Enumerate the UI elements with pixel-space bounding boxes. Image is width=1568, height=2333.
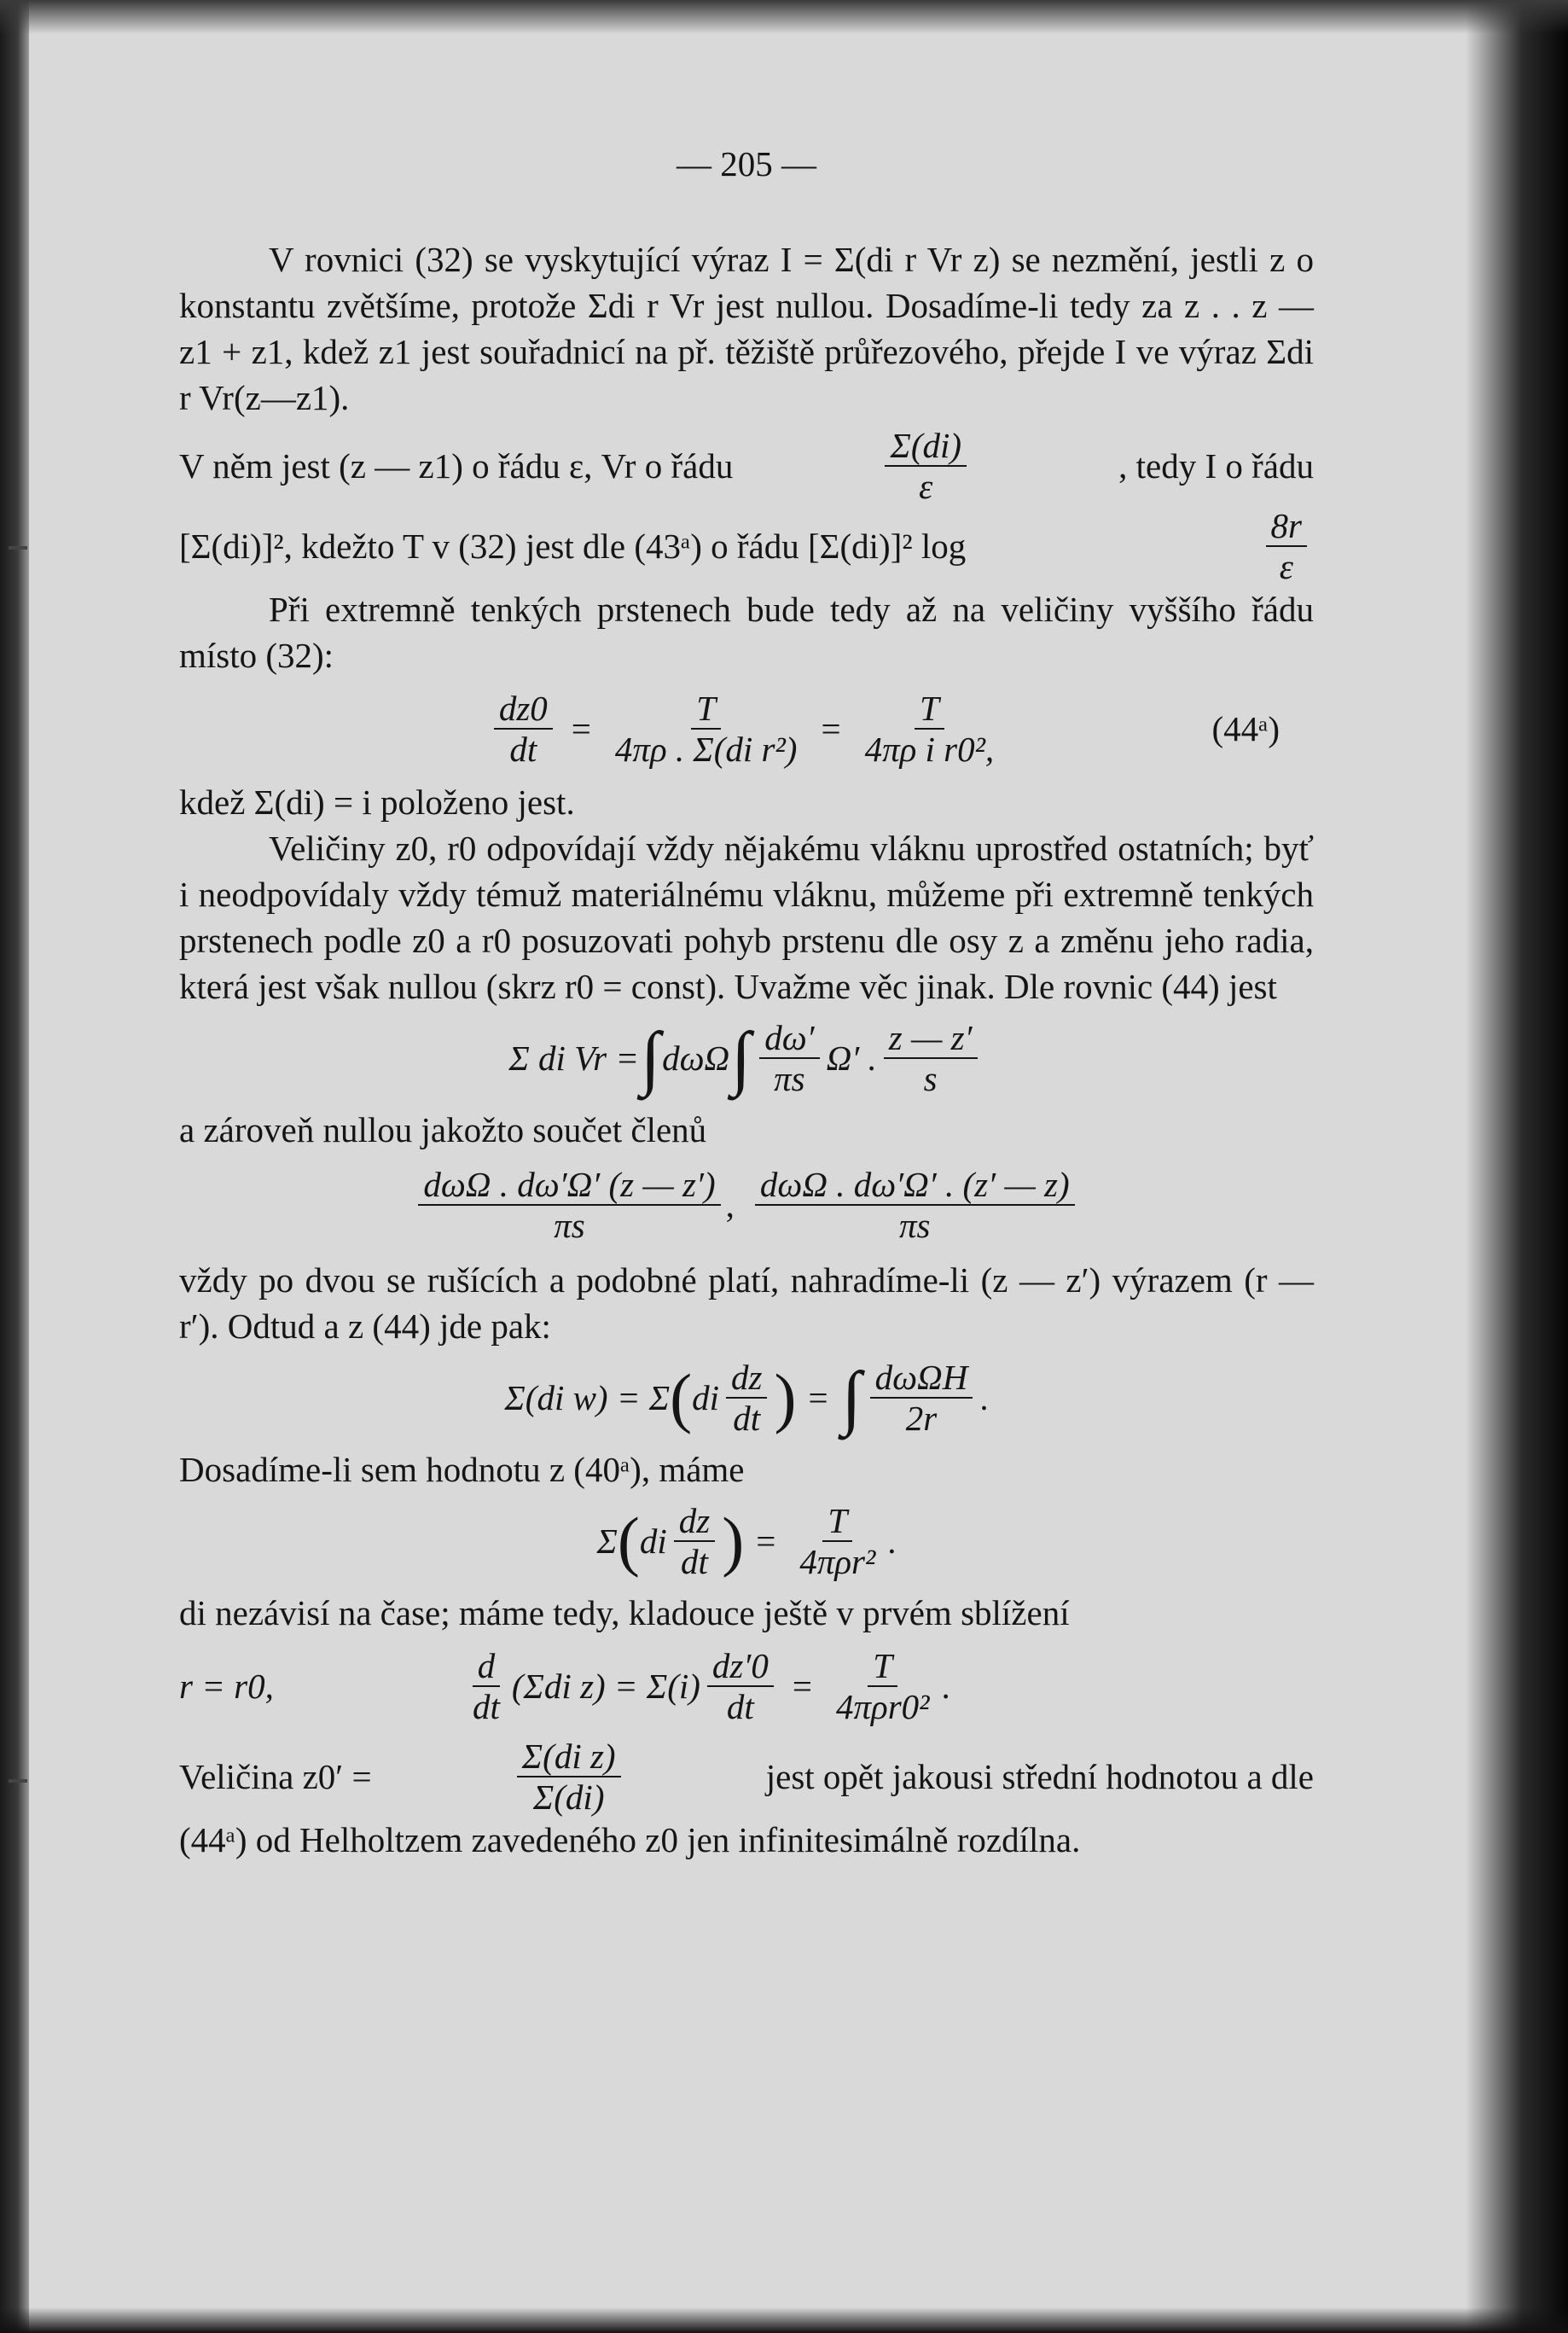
middle-denominator: 4πρ . Σ(di r²) bbox=[614, 730, 798, 769]
fraction-numerator: d bbox=[473, 1646, 501, 1687]
fraction-denominator: ε bbox=[919, 467, 933, 506]
equation-terms: $\frac{\text{dωΩ . dω′Ω′ (z — z′)}}{\pi s}$ , $\frac{\text{dωΩ . dω′Ω′ . (z′ — z)}}{\pi s}$ bbox=[179, 1165, 1314, 1245]
fraction-denominator: dt bbox=[726, 1687, 754, 1726]
lhs-numerator: dz0 bbox=[494, 689, 553, 730]
paragraph-6: Veličiny z0, r0 odpovídají vždy nějakému vláknu uprostřed ostatních; byť i neodpovídaly vždy témuž materiálnému vláknu, můžeme při extremně tenkých prstenech podle z0 a r0 posuzovati pohyb prstenu dle osy z a změnu jeho radia, která jest však nullou (skrz r0 = const). Uvažme věc jinak. Dle rovnic (44) jest bbox=[179, 829, 1314, 1006]
log-fraction bbox=[1266, 506, 1307, 586]
term-b bbox=[755, 1165, 1075, 1245]
equation-term: (Σdi z) = Σ(i) bbox=[511, 1667, 700, 1706]
margin-mark bbox=[9, 1779, 27, 1783]
paragraph-8: vždy po dvou se rušících a podobné platí, nahradíme-li (z — z′) výrazem (r — r′). Odtud a z (44) jde pak: bbox=[179, 1260, 1314, 1346]
paragraph-4: Při extremně tenkých prstenech bude tedy až na veličiny vyššího řádu místo (32): bbox=[179, 590, 1314, 675]
equation-term: Ω′ . bbox=[826, 1039, 877, 1078]
fraction-numerator: dz bbox=[726, 1358, 767, 1399]
equation-fraction bbox=[707, 1646, 774, 1726]
fraction-denominator: dt bbox=[473, 1687, 500, 1726]
equation-44a: $\frac{dz0}{dt}$ = $\frac{T}{\text{4πρ . Σ(di r²)}}$ = $\frac{T}{\text{4πρ i r0²,}}$ (44ᵃ) bbox=[179, 689, 1314, 769]
paragraph-12: (44ᵃ) od Helholtzem zavedeného z0 jen infinitesimálně rozdílna. bbox=[179, 1820, 1081, 1859]
equation-w: Σ(di w) = Σ ( di $\frac{dz}{dt}$ ) = ∫ $\frac{\text{dωΩH}}{2r}$ . bbox=[504, 1358, 989, 1438]
lhs-denominator: dt bbox=[509, 730, 537, 769]
paragraph-11-start: Veličina z0′ = bbox=[179, 1757, 372, 1796]
order-fraction bbox=[885, 426, 967, 506]
fraction-numerator: Σ(di z) bbox=[517, 1737, 621, 1777]
term-b-denominator: πs bbox=[899, 1206, 931, 1245]
equation-lhs: Σ(di w) = Σ bbox=[504, 1378, 671, 1417]
equation-lhs bbox=[494, 689, 553, 769]
scan-edge-top bbox=[0, 0, 1568, 34]
scan-edge-right bbox=[1466, 0, 1568, 2333]
fraction-numerator: Σ(di) bbox=[885, 426, 967, 467]
equation-term: di bbox=[692, 1378, 720, 1417]
term-a-denominator: πs bbox=[554, 1206, 585, 1245]
equation-fraction bbox=[870, 1358, 973, 1438]
paragraph-9: Dosadíme-li sem hodnotu z (40ᵃ), máme bbox=[179, 1450, 745, 1489]
derivative-operator bbox=[467, 1646, 505, 1726]
integral-sign: ∫ bbox=[641, 1018, 661, 1097]
equation-label: (44ᵃ) bbox=[1211, 709, 1280, 748]
equation-sum-vr bbox=[179, 1018, 1314, 1098]
fraction-numerator: z — z′ bbox=[884, 1018, 978, 1059]
rhs-numerator: T bbox=[915, 689, 944, 730]
fraction-denominator: 4πρr0² bbox=[835, 1687, 930, 1726]
fraction-numerator: dω′ bbox=[759, 1018, 819, 1059]
equation-fraction bbox=[674, 1501, 715, 1581]
equation-lhs: Σ bbox=[596, 1521, 618, 1561]
equation-term: di bbox=[639, 1521, 667, 1561]
integral-sign: ∫ bbox=[731, 1018, 752, 1097]
paragraph-11 bbox=[179, 1737, 1314, 1817]
page-number: — 205 — bbox=[677, 144, 816, 183]
equation-fraction bbox=[831, 1646, 934, 1726]
equation-middle bbox=[610, 689, 803, 769]
fraction-numerator: dz bbox=[674, 1501, 715, 1542]
mean-fraction bbox=[517, 1737, 621, 1817]
equation-fraction bbox=[759, 1018, 819, 1098]
scan-edge-bottom bbox=[0, 2307, 1568, 2333]
middle-numerator: T bbox=[691, 689, 721, 730]
rhs-denominator: 4πρ i r0², bbox=[864, 730, 995, 769]
equation-rhs bbox=[860, 689, 1000, 769]
equation-lhs: Σ di Vr = bbox=[508, 1039, 640, 1078]
paragraph-1: V rovnici (32) se vyskytující výraz I = Σ(di r Vr z) se nezmění, jestli z o konstantu zvětšíme, protože Σdi r Vr jest nullou. Dosadíme-li tedy za z . . z — z1 + z1, kdež z1 jest souřadnicí na př. těžiště průřezového, přejde I ve výraz Σdi r Vr(z—z1). bbox=[179, 240, 1314, 417]
fraction-numerator: dωΩH bbox=[870, 1358, 973, 1399]
term-a-numerator: dωΩ . dω′Ω′ (z — z′) bbox=[418, 1165, 720, 1206]
equation-condition: r = r0, bbox=[179, 1667, 274, 1706]
paragraph-2 bbox=[179, 426, 1314, 506]
fraction-numerator: T bbox=[868, 1646, 897, 1687]
equation-fraction bbox=[726, 1358, 767, 1438]
margin-mark bbox=[9, 546, 27, 550]
equation-fraction bbox=[794, 1501, 880, 1581]
fraction-denominator: Σ(di) bbox=[532, 1777, 605, 1817]
fraction-denominator: s bbox=[923, 1059, 938, 1098]
fraction-denominator: 4πρr² bbox=[799, 1542, 876, 1581]
integrand: dωΩ bbox=[662, 1039, 730, 1078]
fraction-numerator: 8r bbox=[1266, 506, 1307, 547]
fraction-numerator: dz′0 bbox=[707, 1646, 774, 1687]
term-a bbox=[418, 1165, 720, 1245]
fraction-denominator: dt bbox=[681, 1542, 708, 1581]
equation-fraction bbox=[884, 1018, 978, 1098]
integral-sign: ∫ bbox=[841, 1358, 862, 1437]
equation-final: r = r0, $\frac{d}{dt}$ (Σdi z) = Σ(i) $\frac{dz'0}{dt}$ = $\frac{T}{\text{4πρr0²}}$ . bbox=[179, 1646, 950, 1726]
paragraph-5: kdež Σ(di) = i položeno jest. bbox=[179, 783, 575, 822]
term-b-numerator: dωΩ . dω′Ω′ . (z′ — z) bbox=[755, 1165, 1075, 1206]
fraction-denominator: πs bbox=[774, 1059, 805, 1098]
equation-40a: Σ ( di $\frac{dz}{dt}$ ) = $\frac{T}{\text{4πρr²}}$ . bbox=[596, 1501, 897, 1581]
scan-edge-left bbox=[0, 0, 29, 2333]
paragraph-2-start: V něm jest (z — z1) o řádu ε, Vr o řádu bbox=[179, 446, 734, 486]
page-content bbox=[179, 141, 1314, 1863]
paragraph-7: a zároveň nullou jakožto součet členů bbox=[179, 1110, 707, 1149]
paragraph-2-end: , tedy I o řádu bbox=[1118, 446, 1314, 486]
fraction-denominator: dt bbox=[733, 1399, 761, 1438]
paragraph-3-start: [Σ(di)]², kdežto T v (32) jest dle (43ᵃ) o řádu [Σ(di)]² log bbox=[179, 527, 967, 566]
fraction-numerator: T bbox=[822, 1501, 852, 1542]
paragraph-3 bbox=[179, 506, 1314, 586]
fraction-denominator: ε bbox=[1279, 547, 1293, 586]
paragraph-11-end: jest opět jakousi střední hodnotou a dle bbox=[765, 1757, 1314, 1796]
fraction-denominator: 2r bbox=[905, 1399, 938, 1438]
paragraph-10: di nezávisí na čase; máme tedy, kladouce ještě v prvém sblížení bbox=[179, 1593, 1070, 1632]
